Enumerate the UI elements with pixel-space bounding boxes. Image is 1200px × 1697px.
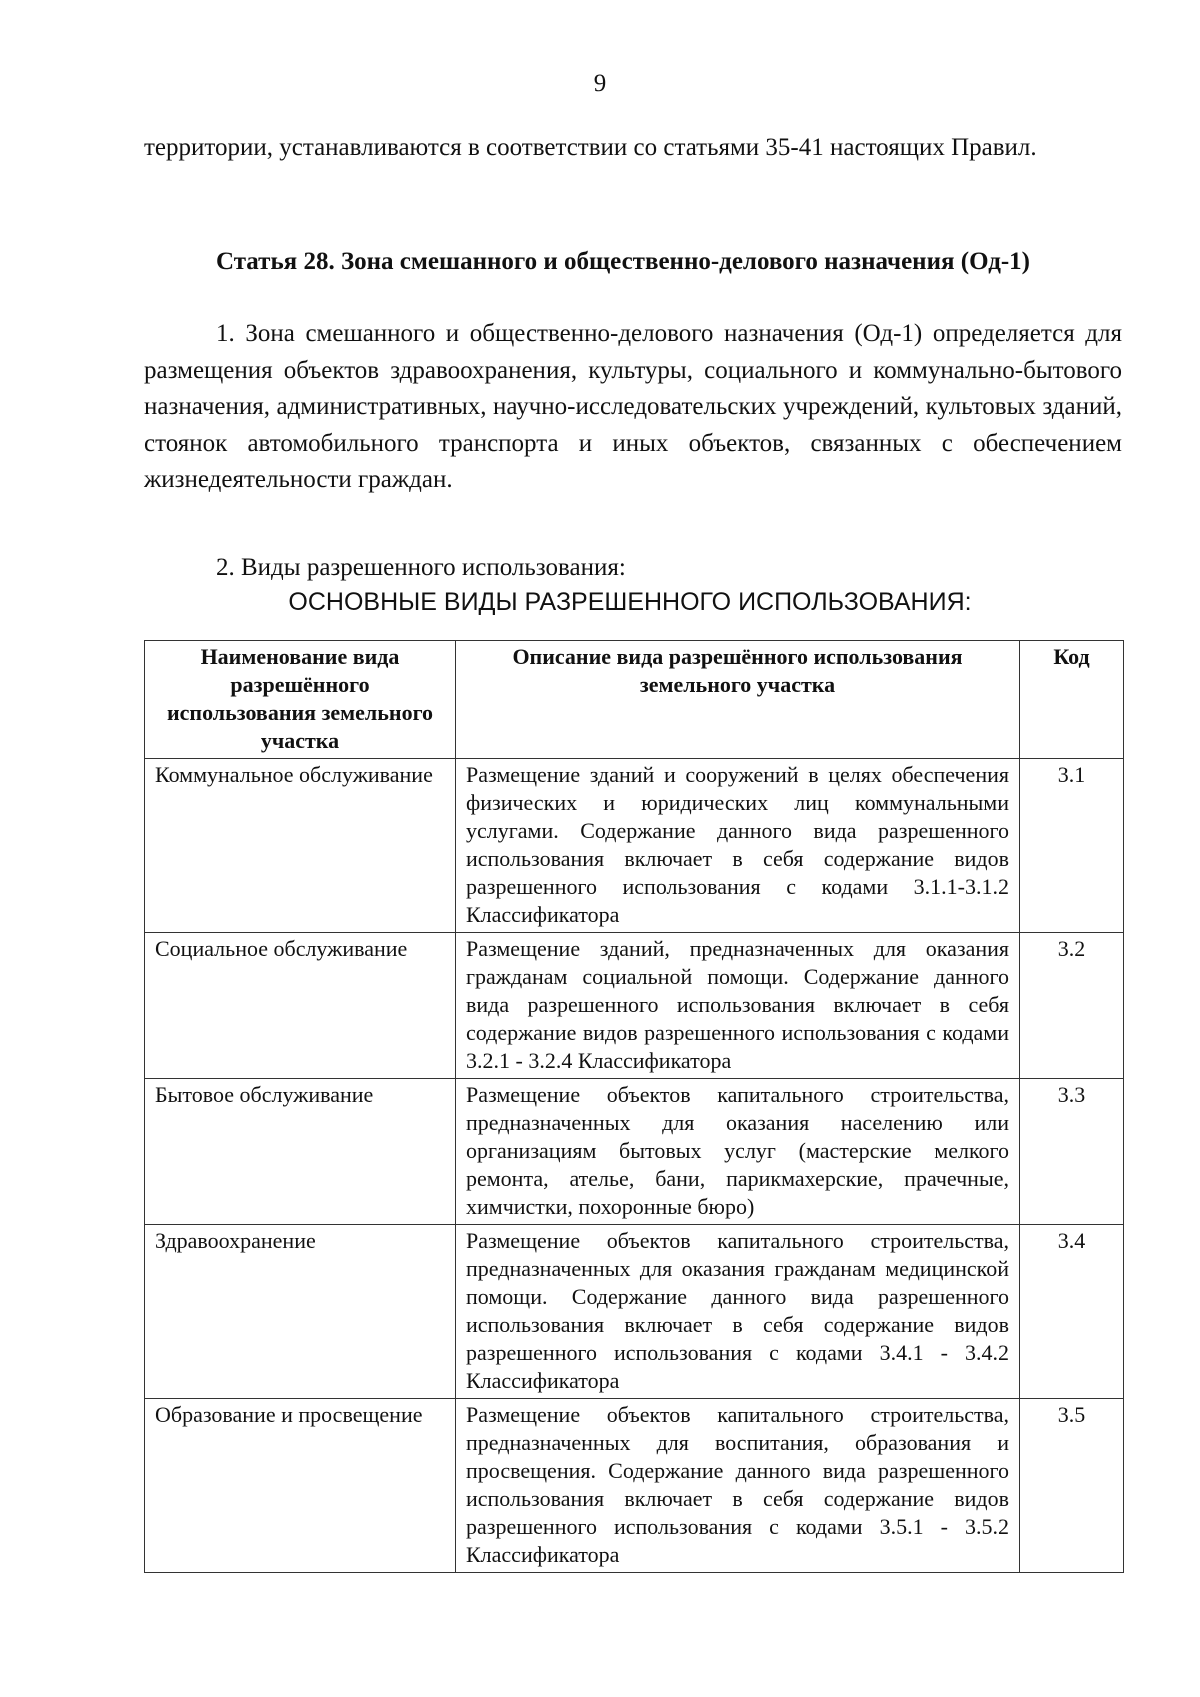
row-name: Бытовое обслуживание: [145, 1079, 456, 1225]
table-row: [145, 759, 1124, 933]
row-description: Размещение объектов капитального строительства, предназначенных для оказания населению или организациям бытовых услуг (мастерские мелкого ремонта, ателье, бани, парикмахерские, прачечные, химчистки, похоронные бюро): [456, 1079, 1020, 1225]
row-code: 3.3: [1020, 1079, 1124, 1225]
row-description: Размещение зданий, предназначенных для оказания гражданам социальной помощи. Содержание данного вида разрешенного использования включает в себя содержание видов разрешенного использования с кодами 3.2.1 - 3.2.4 Классификатора: [456, 933, 1020, 1079]
row-name: Образование и просвещение: [145, 1399, 456, 1573]
intro-paragraph: территории, устанавливаются в соответствии со статьями 35-41 настоящих Правил.: [144, 134, 1037, 161]
paragraph-zone-description: 1. Зона смешанного и общественно-делового назначения (Од-1) определяется для размещения объектов здравоохранения, культуры, социального и коммунально-бытового назначения, административных, научно-исследовательских учреждений, культовых зданий, стоянок автомобильного транспорта и иных объектов, связанных с обеспечением жизнедеятельности граждан.: [144, 320, 1122, 493]
page-number: 9: [593, 70, 607, 97]
article-heading: Статья 28. Зона смешанного и общественно-делового назначения (Од-1): [216, 248, 1031, 275]
row-code: 3.5: [1020, 1399, 1124, 1573]
paragraph-permitted-uses: 2. Виды разрешенного использования:: [216, 554, 626, 581]
header-code: Код: [1020, 641, 1124, 759]
row-code: 3.4: [1020, 1225, 1124, 1399]
row-code: 3.1: [1020, 759, 1124, 933]
table-row: [145, 1225, 1124, 1399]
row-description: Размещение объектов капитального строительства, предназначенных для воспитания, образования и просвещения. Содержание данного вида разрешенного использования включает в себя содержание видов разрешенного использования с кодами 3.5.1 - 3.5.2 Классификатора: [456, 1399, 1020, 1573]
row-description: Размещение зданий и сооружений в целях обеспечения физических и юридических лиц коммунальными услугами. Содержание данного вида разрешенного использования включает в себя содержание видов разрешенного использования с кодами 3.1.1-3.1.2 Классификатора: [456, 759, 1020, 933]
row-name: Социальное обслуживание: [145, 933, 456, 1079]
table-title: ОСНОВНЫЕ ВИДЫ РАЗРЕШЕННОГО ИСПОЛЬЗОВАНИЯ:: [288, 588, 972, 616]
table-header-row: [145, 641, 1124, 759]
row-name: Здравоохранение: [145, 1225, 456, 1399]
table-row: [145, 933, 1124, 1079]
permitted-uses-table: [144, 640, 1124, 1573]
row-code: 3.2: [1020, 933, 1124, 1079]
header-description: Описание вида разрешённого использования земельного участка: [456, 641, 1020, 759]
header-name: Наименование вида разрешённого использования земельного участка: [145, 641, 456, 759]
row-description: Размещение объектов капитального строительства, предназначенных для оказания гражданам медицинской помощи. Содержание данного вида разрешенного использования включает в себя содержание видов разрешенного использования с кодами 3.4.1 - 3.4.2 Классификатора: [456, 1225, 1020, 1399]
row-name: Коммунальное обслуживание: [145, 759, 456, 933]
table-row: [145, 1399, 1124, 1573]
table-row: [145, 1079, 1124, 1225]
